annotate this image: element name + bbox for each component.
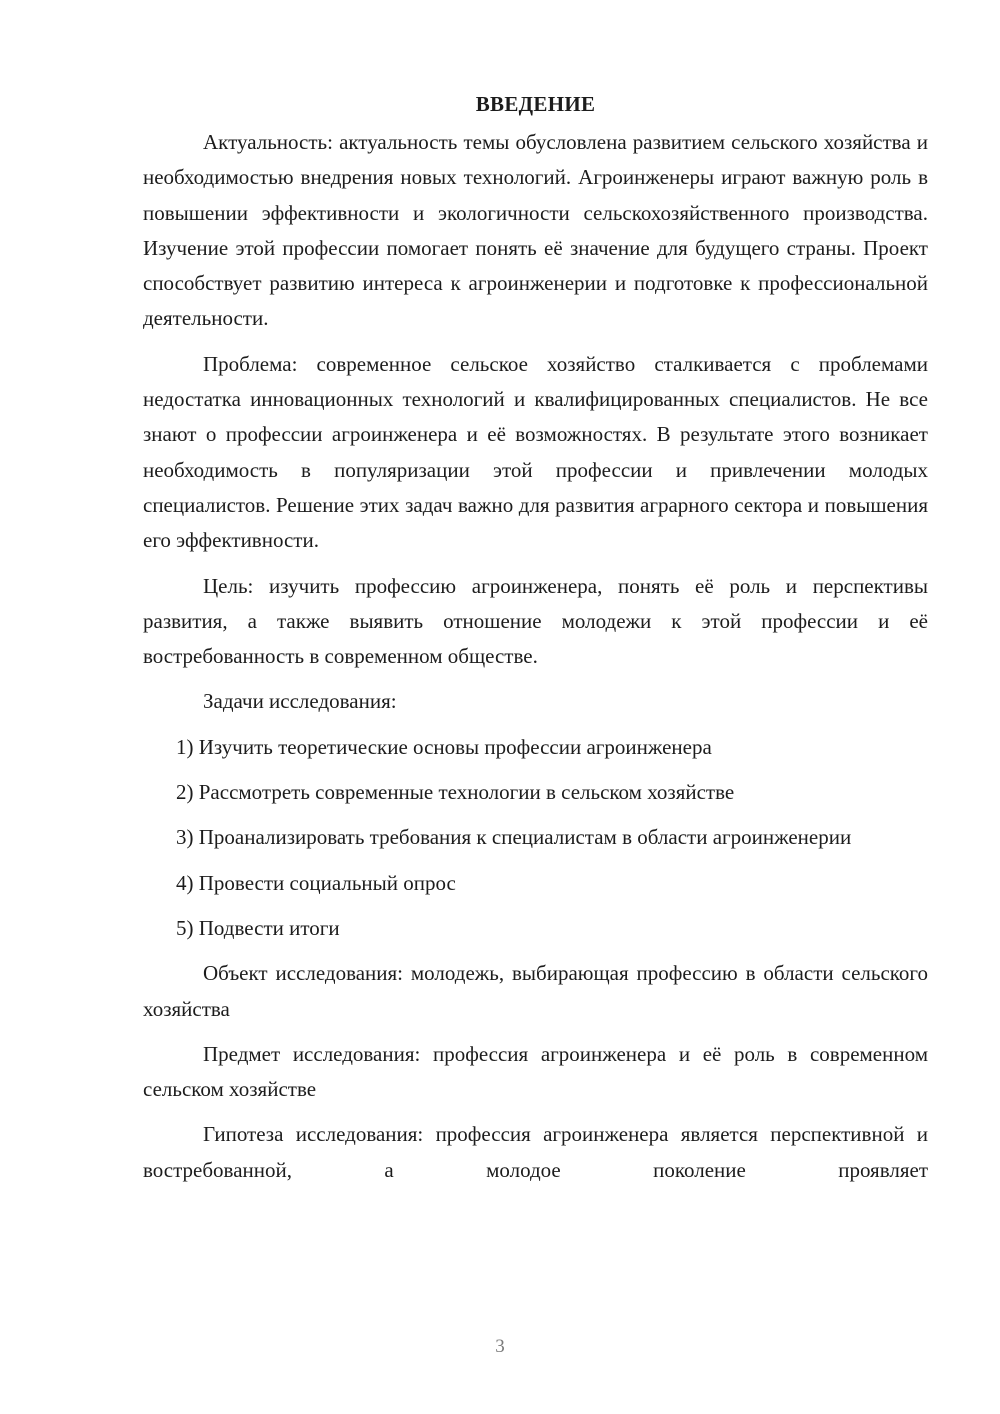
task-item: 2) Рассмотреть современные технологии в сельском хозяйстве — [176, 780, 735, 805]
task-item: 4) Провести социальный опрос — [176, 870, 456, 895]
goal-paragraph: Цель: изучить профессию агроинженера, понять её роль и перспективы развития, а также выявить отношение молодежи к этой профессии и её востребованность в современном обществе. — [143, 573, 928, 669]
task-item: 5) Подвести итоги — [176, 915, 340, 940]
task-item: 3) Проанализировать требования к специалистам в области агроинженерии — [176, 825, 852, 850]
hypothesis-paragraph: Гипотеза исследования: профессия агроинженера является перспективной и востребованной, а молодое поколение проявляет — [143, 1122, 928, 1182]
research-subject-paragraph: Предмет исследования: профессия агроинженера и её роль в современном сельском хозяйстве — [143, 1041, 928, 1102]
relevance-paragraph: Актуальность: актуальность темы обусловлена развитием сельского хозяйства и необходимостью внедрения новых технологий. Агроинженеры играют важную роль в повышении эффективности и экологичности сельскохозяйственного производства. Изучение этой профессии помогает понять её значение для будущего страны. Проект способствует развитию интереса к агроинженерии и подготовке к профессиональной деятельности. — [143, 130, 928, 331]
problem-paragraph: Проблема: современное сельское хозяйство сталкивается с проблемами недостатка инновационных технологий и квалифицированных специалистов. Не все знают о профессии агроинженера и её возможностях. В результате этого возникает необходимость в популяризации этой профессии и привлечении молодых специалистов. Решение этих задач важно для развития аграрного сектора и повышения его эффективности. — [143, 351, 928, 553]
task-item: 1) Изучить теоретические основы профессии агроинженера — [176, 734, 712, 759]
document-page — [143, 92, 928, 1198]
page-number: 3 — [495, 1336, 505, 1357]
section-title: ВВЕДЕНИЕ — [475, 92, 596, 116]
tasks-heading: Задачи исследования: — [203, 689, 397, 714]
research-object-paragraph: Объект исследования: молодежь, выбирающая профессию в области сельского хозяйства — [143, 961, 928, 1021]
